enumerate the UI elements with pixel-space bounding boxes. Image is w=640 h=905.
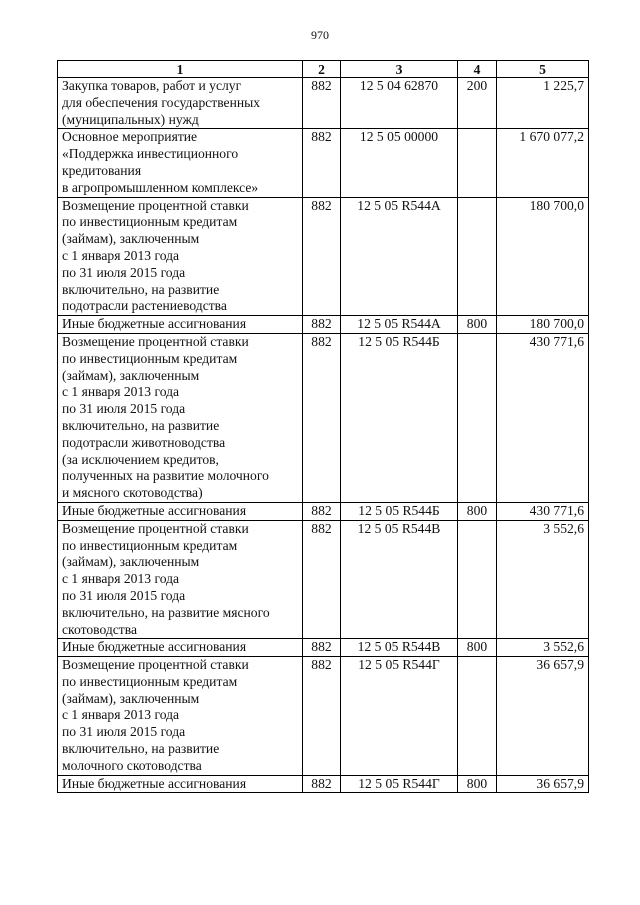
row-sum-cell: 36 657,9 xyxy=(497,657,589,776)
row-name-cell: Возмещение процентной ставки по инвестиционным кредитам (займам), заключенным с 1 января 2013 года по 31 июля 2015 года включительно, на развитие мясного скотоводства xyxy=(58,520,303,639)
row-name-cell: Возмещение процентной ставки по инвестиционным кредитам (займам), заключенным с 1 января 2013 года по 31 июля 2015 года включительно, на развитие подотрасли животноводства (за исключением кредитов, полученных на развитие молочного и мясного скотоводства) xyxy=(58,333,303,502)
table-row xyxy=(58,197,589,316)
row-csr-cell: 12 5 05 R544A xyxy=(341,197,458,316)
table-row xyxy=(58,129,589,197)
budget-table xyxy=(57,60,589,793)
row-vr-cell: 800 xyxy=(458,639,497,657)
row-grbs-cell: 882 xyxy=(303,657,341,776)
row-sum-cell: 3 552,6 xyxy=(497,520,589,639)
row-vr-cell xyxy=(458,520,497,639)
row-name-cell: Закупка товаров, работ и услуг для обеспечения государственных (муниципальных) нужд xyxy=(58,78,303,129)
row-grbs-cell: 882 xyxy=(303,316,341,334)
row-sum-cell: 430 771,6 xyxy=(497,502,589,520)
row-name-cell: Основное мероприятие «Поддержка инвестиционного кредитования в агропромышленном комплексе» xyxy=(58,129,303,197)
row-vr-cell xyxy=(458,197,497,316)
row-grbs-cell: 882 xyxy=(303,333,341,502)
table-row xyxy=(58,657,589,776)
column-header-3: 3 xyxy=(341,61,458,78)
row-name-cell: Иные бюджетные ассигнования xyxy=(58,316,303,334)
table-row xyxy=(58,639,589,657)
table-row xyxy=(58,333,589,502)
row-sum-cell: 36 657,9 xyxy=(497,775,589,793)
row-csr-cell: 12 5 05 R544В xyxy=(341,639,458,657)
row-vr-cell: 200 xyxy=(458,78,497,129)
row-csr-cell: 12 5 05 R544Б xyxy=(341,502,458,520)
table-row xyxy=(58,775,589,793)
row-grbs-cell: 882 xyxy=(303,78,341,129)
table-row xyxy=(58,520,589,639)
column-header-4: 4 xyxy=(458,61,497,78)
row-csr-cell: 12 5 05 R544A xyxy=(341,316,458,334)
row-csr-cell: 12 5 05 R544В xyxy=(341,520,458,639)
row-csr-cell: 12 5 04 62870 xyxy=(341,78,458,129)
row-grbs-cell: 882 xyxy=(303,129,341,197)
row-sum-cell: 430 771,6 xyxy=(497,333,589,502)
row-csr-cell: 12 5 05 R544Б xyxy=(341,333,458,502)
row-sum-cell: 1 670 077,2 xyxy=(497,129,589,197)
row-grbs-cell: 882 xyxy=(303,775,341,793)
row-name-cell: Иные бюджетные ассигнования xyxy=(58,639,303,657)
row-vr-cell: 800 xyxy=(458,775,497,793)
row-vr-cell xyxy=(458,129,497,197)
row-name-cell: Возмещение процентной ставки по инвестиционным кредитам (займам), заключенным с 1 января 2013 года по 31 июля 2015 года включительно, на развитие молочного скотоводства xyxy=(58,657,303,776)
row-vr-cell: 800 xyxy=(458,316,497,334)
row-vr-cell: 800 xyxy=(458,502,497,520)
page-number: 970 xyxy=(311,28,329,42)
row-csr-cell: 12 5 05 R544Г xyxy=(341,657,458,776)
column-header-2: 2 xyxy=(303,61,341,78)
row-sum-cell: 180 700,0 xyxy=(497,197,589,316)
table-header-row xyxy=(58,61,589,78)
row-name-cell: Иные бюджетные ассигнования xyxy=(58,775,303,793)
row-grbs-cell: 882 xyxy=(303,197,341,316)
row-name-cell: Возмещение процентной ставки по инвестиционным кредитам (займам), заключенным с 1 января 2013 года по 31 июля 2015 года включительно, на развитие подотрасли растениеводства xyxy=(58,197,303,316)
table-row xyxy=(58,78,589,129)
row-vr-cell xyxy=(458,333,497,502)
table-row xyxy=(58,502,589,520)
column-header-5: 5 xyxy=(497,61,589,78)
row-sum-cell: 3 552,6 xyxy=(497,639,589,657)
table-row xyxy=(58,316,589,334)
column-header-1: 1 xyxy=(58,61,303,78)
row-sum-cell: 1 225,7 xyxy=(497,78,589,129)
row-grbs-cell: 882 xyxy=(303,502,341,520)
row-sum-cell: 180 700,0 xyxy=(497,316,589,334)
row-vr-cell xyxy=(458,657,497,776)
row-csr-cell: 12 5 05 R544Г xyxy=(341,775,458,793)
row-csr-cell: 12 5 05 00000 xyxy=(341,129,458,197)
row-grbs-cell: 882 xyxy=(303,639,341,657)
row-grbs-cell: 882 xyxy=(303,520,341,639)
row-name-cell: Иные бюджетные ассигнования xyxy=(58,502,303,520)
